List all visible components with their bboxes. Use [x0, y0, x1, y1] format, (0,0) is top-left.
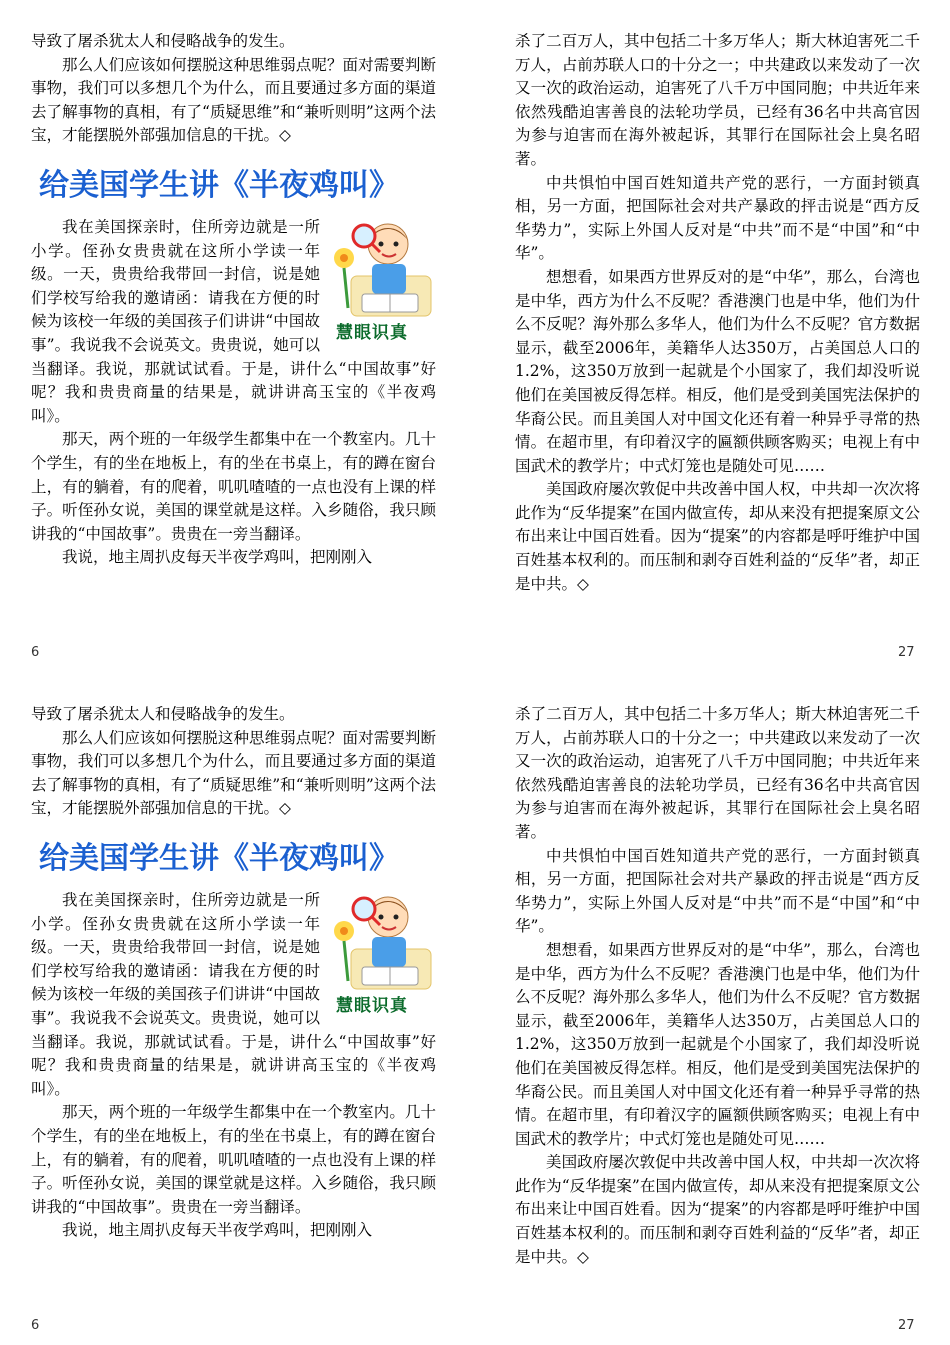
right-column: [515, 30, 920, 596]
left-column: [31, 30, 436, 570]
article-banner-graphic: [31, 831, 436, 881]
paragraph: 我在美国探亲时，住所旁边就是一所小学。侄孙女贵贵就在这所小学读一年级。一天，贵贵给我带回一封信，说是她们学校写给我的邀请函：请我在方便的时候为该校一年级的美国孩子们讲讲“中国故事”。我说我不会说英文。贵贵说，她可以当翻译。我说，那就试试看。于是，讲什么“中国故事”好呢？我和贵贵商量的结果是，就讲讲高玉宝的《半夜鸡叫》。: [31, 890, 436, 1098]
paragraph: 杀了二百万人，其中包括二十多万华人；斯大林迫害死二千万人，占前苏联人口的十分之一；中共建政以来发动了一次又一次的政治运动，迫害死了八千万中国同胞；中共近年来依然残酷迫害善良的法轮功学员，已经有36名中共高官因为参与迫害而在海外被起诉，其罪行在国际社会上臭名昭著。: [515, 32, 920, 168]
paragraph: 导致了屠杀犹太人和侵略战争的发生。: [31, 705, 295, 723]
page-spread-bottom: [0, 673, 950, 1345]
paragraph: 我说，地主周扒皮每天半夜学鸡叫，把刚刚入: [62, 548, 373, 567]
left-column: [31, 703, 436, 1243]
illustration-caption: 慧眼识真: [336, 996, 408, 1017]
paragraph: 导致了屠杀犹太人和侵略战争的发生。: [31, 32, 295, 50]
page-spread-top: [0, 0, 950, 672]
page-number: 6: [31, 645, 40, 660]
paragraph: 想想看，如果西方世界反对的是“中华”，那么，台湾也是中华，西方为什么不反呢？香港澳门也是中华，他们为什么不反呢？海外那么多华人，他们为什么不反呢？官方数据显示，截至2006年，美籍华人达350万，占美国总人口的1.2%，这350万放到一起就是个小国家了，我们却没听说他们在美国被反得怎样。相反，他们是受到美国宪法保护的华裔公民。而且美国人对中国文化还有着一种异乎寻常的热情。在超市里，有印着汉字的匾额供顾客购买；电视上有中国武术的教学片；中式灯笼也是随处可见……: [515, 267, 920, 475]
paragraph: 美国政府屡次敦促中共改善中国人权，中共却一次次将此作为“反华提案”在国内做宣传，却从来没有把提案原文公布出来让中国百姓看。因为“提案”的内容都是呼吁维护中国百姓基本权利的。而压制和剥夺百姓利益的“反华”者，却正是中共。◇: [515, 480, 920, 593]
paragraph: 那天，两个班的一年级学生都集中在一个教室内。几十个学生，有的坐在地板上，有的坐在书桌上，有的蹲在窗台上，有的躺着，有的爬着，叽叽喳喳的一点也没有上课的样子。听侄孙女说，美国的课堂就是这样。入乡随俗，我只顾讲我的“中国故事”。贵贵在一旁当翻译。: [31, 430, 436, 543]
article-title: 给美国学生讲《半夜鸡叫》: [39, 167, 399, 203]
article-banner: [31, 158, 436, 208]
paragraph: 中共惧怕中国百姓知道共产党的恶行，一方面封锁真相，另一方面，把国际社会对共产暴政的抨击说是“西方反华势力”，实际上外国人反对是“中共”而不是“中国”和“中华”。: [515, 846, 920, 936]
paragraph: 那么人们应该如何摆脱这种思维弱点呢？面对需要判断事物，我们可以多想几个为什么，而且要通过多方面的渠道去了解事物的真相，有了“质疑思维”和“兼听则明”这两个法宝，才能摆脱外部强加信息的干扰。◇: [31, 728, 436, 818]
paragraph: 想想看，如果西方世界反对的是“中华”，那么，台湾也是中华，西方为什么不反呢？香港澳门也是中华，他们为什么不反呢？海外那么多华人，他们为什么不反呢？官方数据显示，截至2006年，美籍华人达350万，占美国总人口的1.2%，这350万放到一起就是个小国家了，我们却没听说他们在美国被反得怎样。相反，他们是受到美国宪法保护的华裔公民。而且美国人对中国文化还有着一种异乎寻常的热情。在超市里，有印着汉字的匾额供顾客购买；电视上有中国武术的教学片；中式灯笼也是随处可见……: [515, 940, 920, 1148]
page-number: 27: [898, 645, 915, 660]
article-banner-graphic: [31, 158, 436, 208]
paragraph: 我说，地主周扒皮每天半夜学鸡叫，把刚刚入: [62, 1221, 373, 1240]
paragraph: 中共惧怕中国百姓知道共产党的恶行，一方面封锁真相，另一方面，把国际社会对共产暴政的抨击说是“西方反华势力”，实际上外国人反对是“中共”而不是“中国”和“中华”。: [515, 173, 920, 263]
illustration-caption: 慧眼识真: [336, 323, 408, 344]
page-number: 6: [31, 1318, 40, 1333]
article-title: 给美国学生讲《半夜鸡叫》: [39, 840, 399, 876]
paragraph: 美国政府屡次敦促中共改善中国人权，中共却一次次将此作为“反华提案”在国内做宣传，却从来没有把提案原文公布出来让中国百姓看。因为“提案”的内容都是呼吁维护中国百姓基本权利的。而压制和剥夺百姓利益的“反华”者，却正是中共。◇: [515, 1153, 920, 1266]
paragraph: 杀了二百万人，其中包括二十多万华人；斯大林迫害死二千万人，占前苏联人口的十分之一；中共建政以来发动了一次又一次的政治运动，迫害死了八千万中国同胞；中共近年来依然残酷迫害善良的法轮功学员，已经有36名中共高官因为参与迫害而在海外被起诉，其罪行在国际社会上臭名昭著。: [515, 705, 920, 841]
child-with-magnifying-glass-illustration: [326, 891, 436, 996]
paragraph: 我在美国探亲时，住所旁边就是一所小学。侄孙女贵贵就在这所小学读一年级。一天，贵贵给我带回一封信，说是她们学校写给我的邀请函：请我在方便的时候为该校一年级的美国孩子们讲讲“中国故事”。我说我不会说英文。贵贵说，她可以当翻译。我说，那就试试看。于是，讲什么“中国故事”好呢？我和贵贵商量的结果是，就讲讲高玉宝的《半夜鸡叫》。: [31, 217, 436, 425]
article-banner: [31, 831, 436, 881]
illustration: [326, 218, 436, 346]
paragraph: 那天，两个班的一年级学生都集中在一个教室内。几十个学生，有的坐在地板上，有的坐在书桌上，有的蹲在窗台上，有的躺着，有的爬着，叽叽喳喳的一点也没有上课的样子。听侄孙女说，美国的课堂就是这样。入乡随俗，我只顾讲我的“中国故事”。贵贵在一旁当翻译。: [31, 1103, 436, 1216]
child-with-magnifying-glass-illustration: [326, 218, 436, 323]
page-number: 27: [898, 1318, 915, 1333]
illustration: [326, 891, 436, 1019]
paragraph: 那么人们应该如何摆脱这种思维弱点呢？面对需要判断事物，我们可以多想几个为什么，而且要通过多方面的渠道去了解事物的真相，有了“质疑思维”和“兼听则明”这两个法宝，才能摆脱外部强加信息的干扰。◇: [31, 55, 436, 145]
right-column: [515, 703, 920, 1269]
